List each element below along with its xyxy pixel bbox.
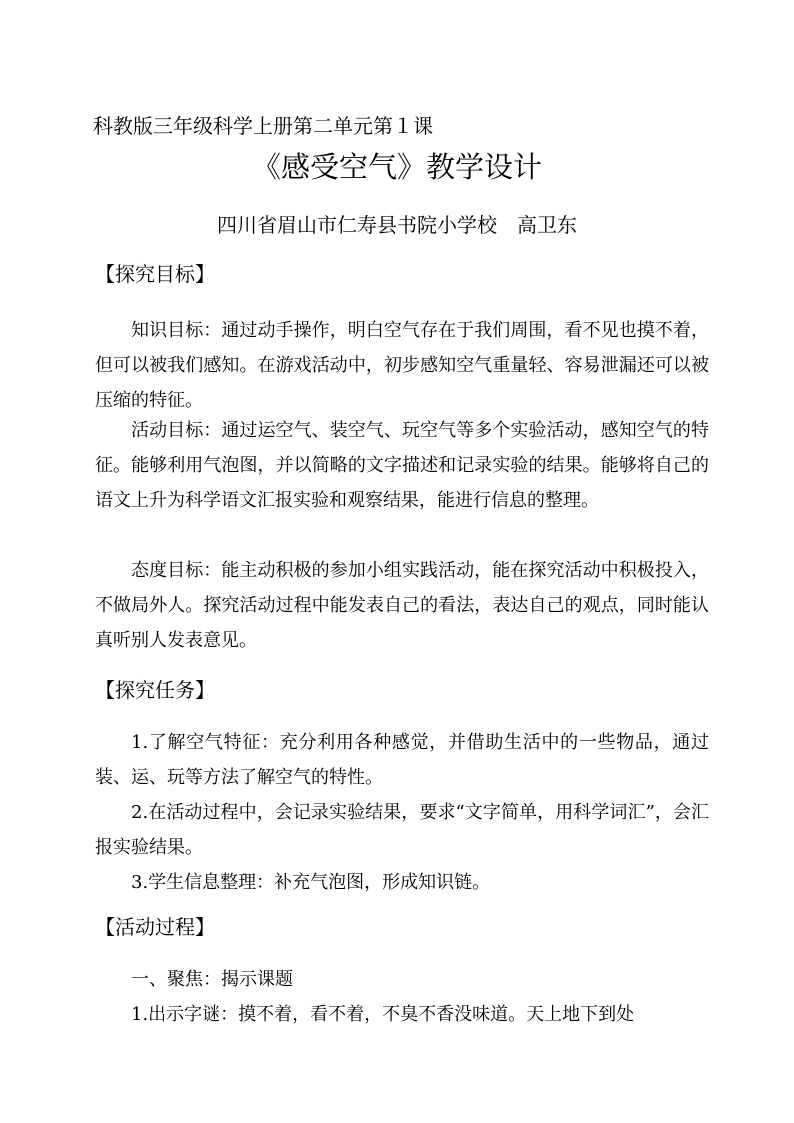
section-heading-goals: 【探究目标】: [95, 262, 215, 286]
paragraph-knowledge-goal: 知识目标：通过动手操作，明白空气存在于我们周围，看不见也摸不着，但可以被我们感知。在游戏活动中，初步感知空气重量轻、容易泄漏还可以被压缩的特征。: [95, 320, 709, 411]
paragraph-process-step-heading: 一、聚焦：揭示课题: [131, 969, 293, 990]
paragraph-activity-goal: 活动目标：通过运空气、装空气、玩空气等多个实验活动，感知空气的特征。能够利用气泡图，并以简略的文字描述和记录实验的结果。能够将自己的语文上升为科学语文汇报实验和观察结果，能进行信息的整理。: [95, 420, 709, 511]
paragraph-task-3: 3.学生信息整理：补充气泡图，形成知识链。: [131, 872, 491, 893]
paragraph-process-step-1: 1.出示字谜：摸不着，看不着，不臭不香没味道。天上地下到处: [131, 1004, 635, 1025]
author-line: 四川省眉山市仁寿县书院小学校 高卫东: [217, 213, 577, 237]
document-title: 《感受空气》教学设计: [251, 150, 542, 184]
lesson-header: 科教版三年级科学上册第二单元第１课: [93, 114, 433, 138]
section-heading-tasks: 【探究任务】: [95, 678, 215, 702]
paragraph-attitude-goal: 态度目标：能主动积极的参加小组实践活动，能在探究活动中积极投入，不做局外人。探究活动过程中能发表自己的看法，表达自己的观点，同时能认真听别人发表意见。: [95, 560, 709, 651]
paragraph-task-1: 1.了解空气特征：充分利用各种感觉，并借助生活中的一些物品，通过装、运、玩等方法了解空气的特性。: [95, 732, 709, 788]
paragraph-task-2: 2.在活动过程中，会记录实验结果，要求“文字简单，用科学词汇”，会汇报实验结果。: [95, 802, 709, 858]
section-heading-process: 【活动过程】: [95, 915, 215, 939]
